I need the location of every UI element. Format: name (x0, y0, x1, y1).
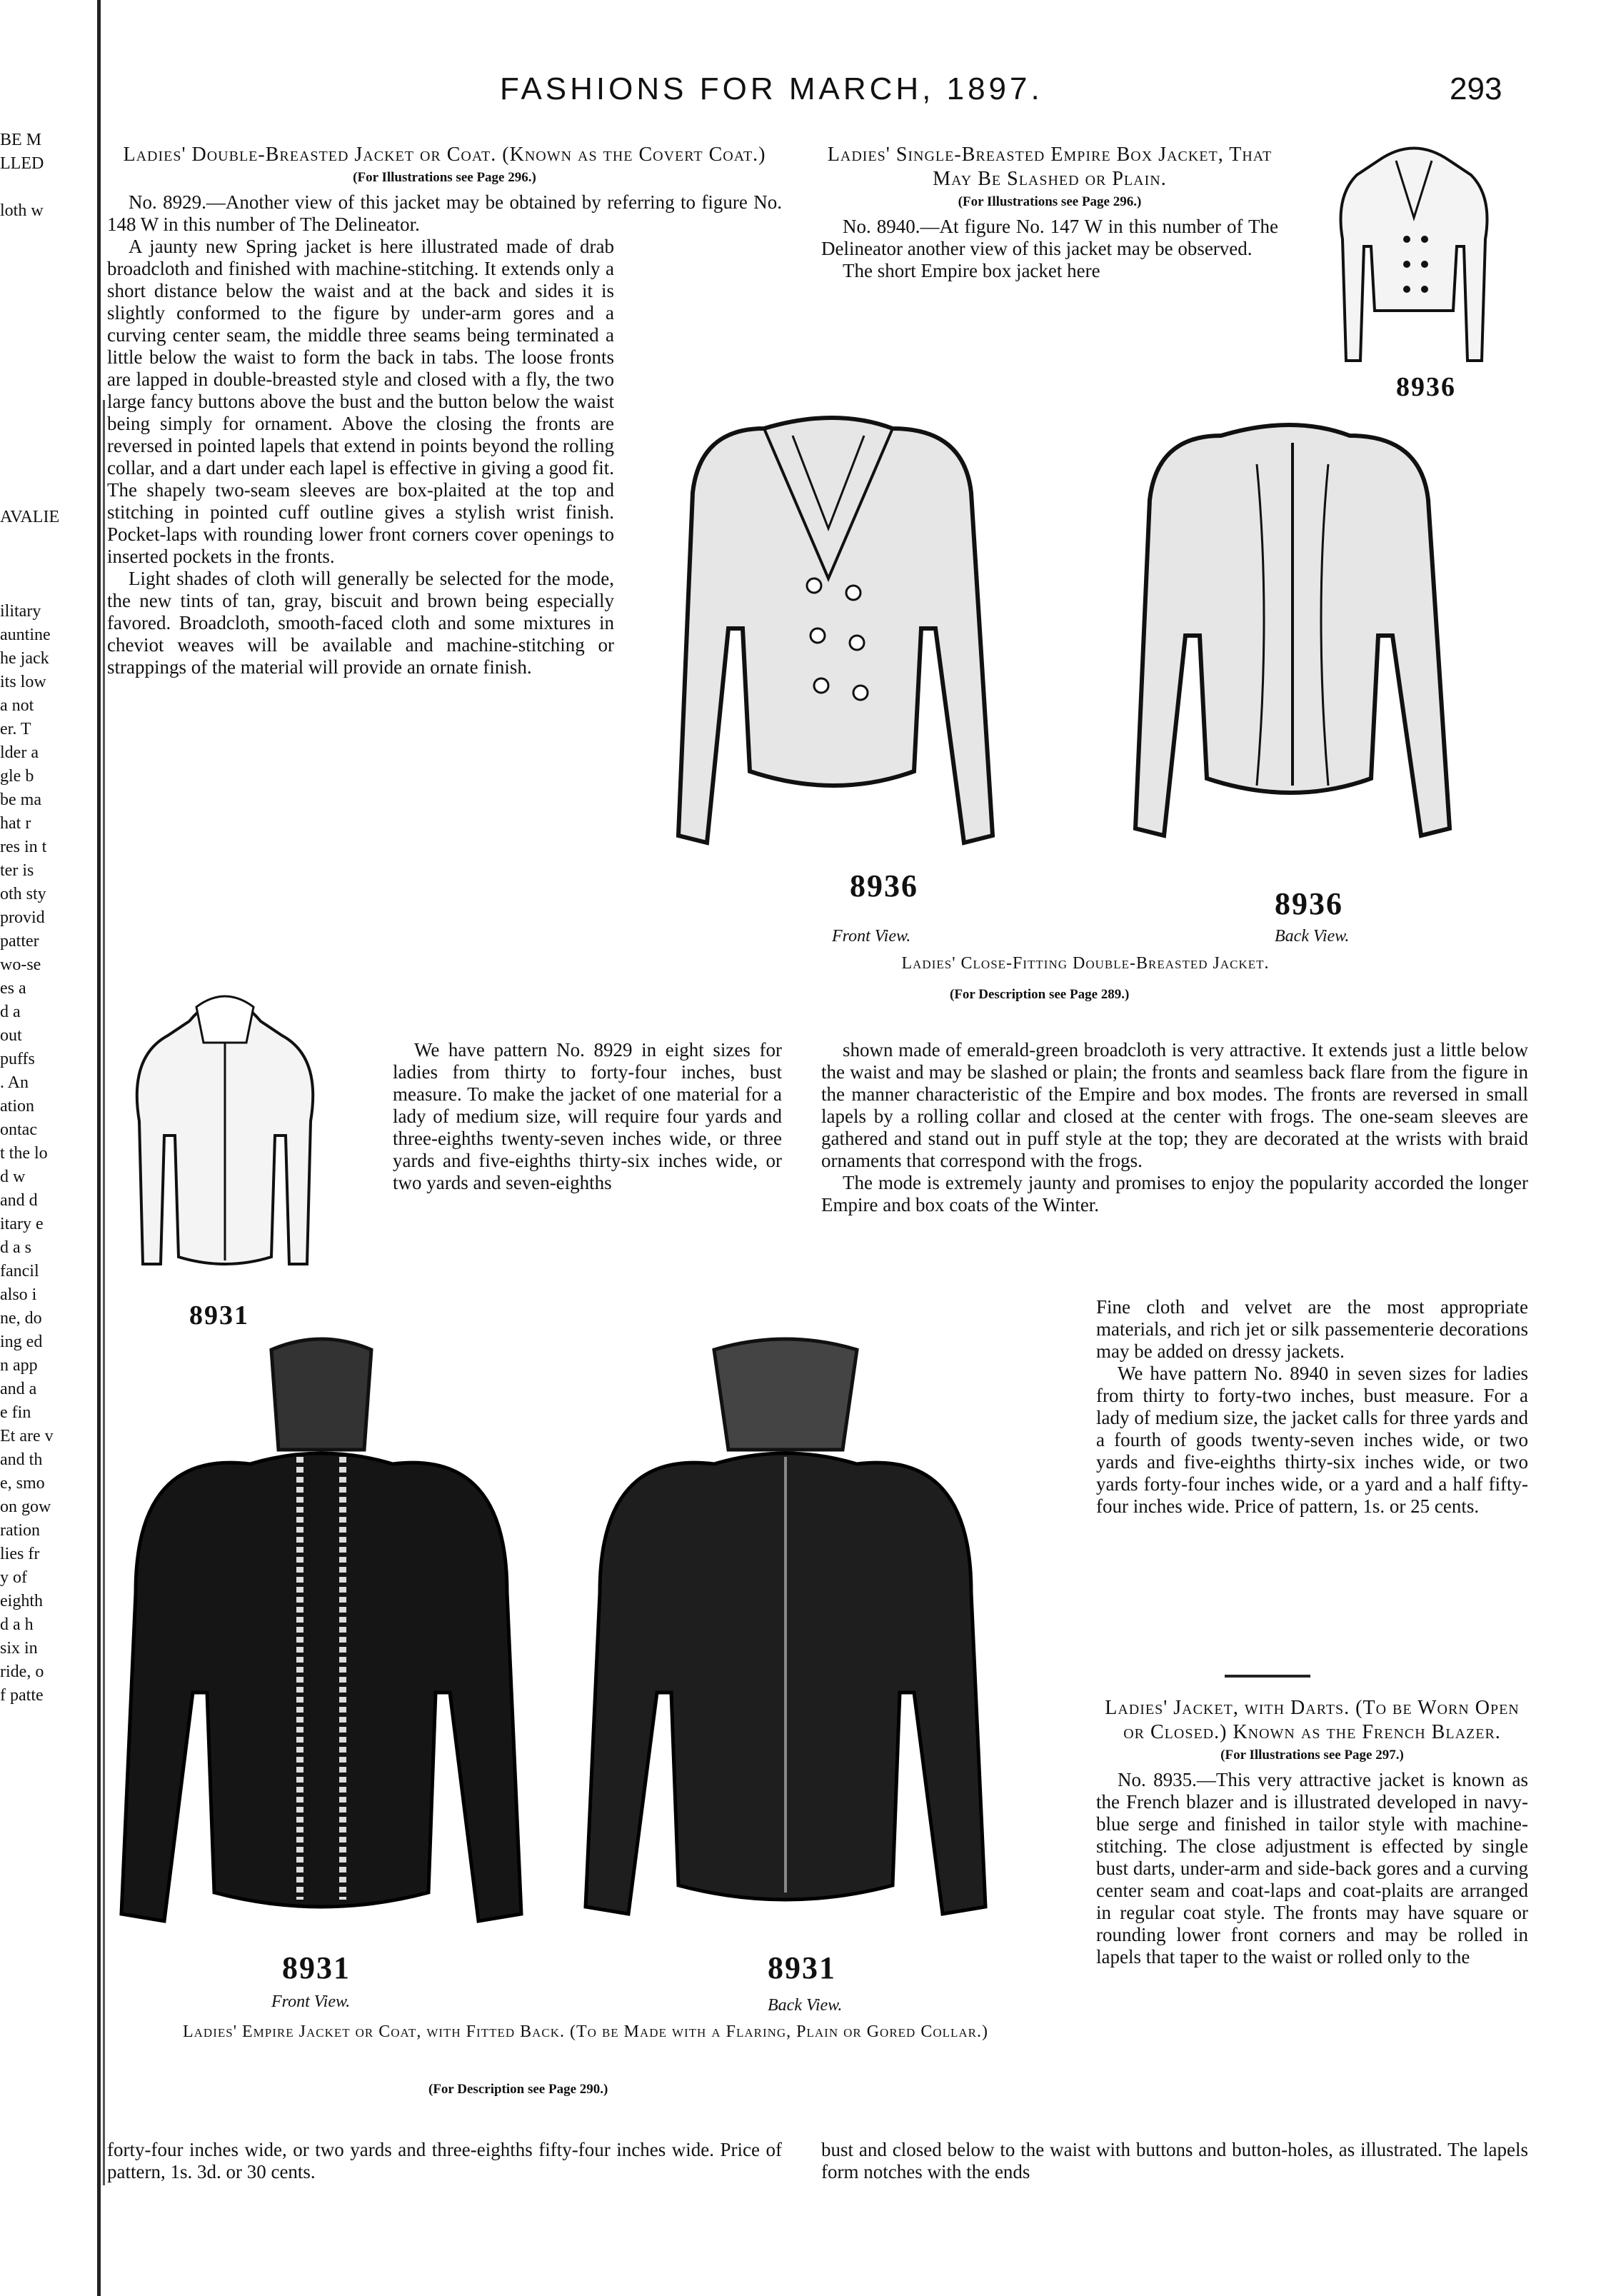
article-covert-coat-paragraph-4: We have pattern No. 8929 in eight sizes for ladies from thirty to forty-four inches, bust measure. To make the jacket of one material for a lady of medium size, will require four yards and three-eighths twenty-seven inches wide, or three yards and five-eighths thirty-six inches wide, or two yards and seven-eighths (393, 1039, 782, 1193)
article-empire-box-jacket-paragraph-3: shown made of emerald-green broadcloth is very attractive. It extends just a little below the waist and may be slashed or plain; the fronts and seamless back flare from the figure in the manner characteristic of the Empire and box modes. The fronts are reversed in small lapels by a rolling collar and closed at the center with frogs. The one-seam sleeves are gathered and stand out in puff style at the top; they are decorated at the wrists with braid ornaments that correspond with the frogs. (821, 1039, 1528, 1171)
article-empire-box-jacket-paragraph-2: The short Empire box jacket here (843, 260, 1100, 281)
article-french-blazer-paragraph-1: No. 8935.—This very attractive jacket is known as the French blazer and is illustrated developed in navy-blue serge and finished in tailor style with machine-stitching. The close adjustment is effected by single bust darts, under-arm and side-back gores and a curving center seam and coat-laps and coat-plaits are arranged in regular coat style. The fronts may have square or rounding lower front corners and may be rolled in lapels that taper to the waist or rolled only to the (1096, 1769, 1528, 1967)
figure-8936-description-ref: (For Description see Page 289.) (950, 987, 1130, 1002)
article-empire-box-jacket-continued (821, 1039, 1528, 1216)
figure-8936-back-view-label: Back View. (1275, 927, 1350, 946)
article-french-blazer-continuation (821, 2139, 1528, 2183)
article-covert-coat-illustration-ref: (For Illustrations see Page 296.) (353, 170, 536, 185)
jacket-8936-small-illustration (1328, 132, 1500, 368)
article-covert-coat-heading: Ladies' Double-Breasted Jacket or Coat. (Known as the Covert Coat.) (123, 144, 766, 166)
jacket-8936-back-illustration (1114, 400, 1471, 871)
article-french-blazer-paragraph-2: bust and closed below to the waist with buttons and button-holes, as illustrated. The lapels form notches with the ends (821, 2139, 1528, 2182)
article-french-blazer-heading: Ladies' Jacket, with Darts. (To be Worn Open or Closed.) Known as the French Blazer. (1105, 1697, 1520, 1743)
page-header-title: FASHIONS FOR MARCH, 1897. (500, 71, 1043, 106)
article-empire-box-jacket-paragraph-5: Fine cloth and velvet are the most appropriate materials, and rich jet or silk passementerie decorations may be added on dressy jackets. (1096, 1296, 1528, 1362)
jacket-8931-front-illustration (107, 1335, 536, 1950)
article-empire-box-jacket-paragraph-1: No. 8940.—At figure No. 147 W in this number of The Delineator another view of this jacket may be observed. (821, 216, 1278, 259)
jacket-8931-small-illustration (118, 978, 332, 1285)
article-covert-coat-continuation (107, 2139, 782, 2183)
article-covert-coat-paragraph-3: Light shades of cloth will generally be selected for the mode, the new tints of tan, gray, biscuit and brown being especially favored. Broadcloth, smooth-faced cloth and some mixtures in cheviot weaves will be available and machine-stitching or strappings of the material will provide an ornate finish. (107, 568, 614, 678)
section-divider (1225, 1675, 1310, 1678)
page-number: 293 (1450, 71, 1502, 106)
article-empire-box-jacket-heading: Ladies' Single-Breasted Empire Box Jacket, That May Be Slashed or Plain. (827, 144, 1273, 190)
article-french-blazer (1096, 1696, 1528, 1968)
article-french-blazer-illustration-ref: (For Illustrations see Page 297.) (1220, 1748, 1404, 1763)
figure-8936-small-label: 8936 (1396, 372, 1456, 402)
figure-8936-caption: Ladies' Close-Fitting Double-Breasted Jacket. (901, 954, 1270, 973)
jacket-8931-back-illustration (571, 1335, 1000, 1950)
figure-8931-caption: Ladies' Empire Jacket or Coat, with Fitted Back. (To be Made with a Flaring, Plain or Gored Collar.) (182, 2022, 988, 2041)
article-empire-box-jacket (821, 143, 1278, 282)
figure-8936-front-label: 8936 (850, 868, 918, 903)
article-covert-coat-paragraph-5: forty-four inches wide, or two yards and three-eighths fifty-four inches wide. Price of pattern, 1s. 3d. or 30 cents. (107, 2139, 782, 2182)
binding-gutter-line (97, 0, 101, 2296)
article-covert-coat-paragraph-1: No. 8929.—Another view of this jacket may be obtained by referring to figure No. 148 W in this number of The Delineator. (107, 191, 782, 235)
binding-gutter-line-secondary (103, 400, 105, 2185)
jacket-8936-front-illustration (657, 400, 1014, 871)
left-margin-cut-off-text: BE M LLED loth w AVALIE ilitary auntine he jack its low a not er. T lder a gle b be ma hat r res in t ter is oth sty provid patter wo-se es a d a out puffs . An ation ontac t the lo d w and d itary e d a s fancil also i ne, do ing ed n app and a e fin Et are v and th e, smo on gow ration lies fr y of eighth d a h six in ride, o f patte (0, 131, 60, 1705)
figure-8936-back-label: 8936 (1275, 886, 1343, 921)
figure-8931-small-label: 8931 (189, 1300, 249, 1330)
figure-8931-back-view-label: Back View. (768, 1996, 843, 2015)
figure-8936-front-view-label: Front View. (832, 927, 911, 946)
figure-8931-description-ref: (For Description see Page 290.) (428, 2082, 608, 2097)
article-empire-box-jacket-narrow (1096, 1296, 1528, 1518)
article-covert-coat-paragraph-2: A jaunty new Spring jacket is here illustrated made of drab broadcloth and finished with machine-stitching. It extends only a short distance below the waist and at the back and sides it is slightly conformed to the figure by under-arm gores and a curving center seam, the middle three seams being terminated a little below the waist to form the back in tabs. The loose fronts are lapped in double-breasted style and closed with a fly, the two large fancy buttons above the bust and the button below the waist being simply for ornament. Above the closing the fronts are reversed in pointed lapels that extend in points beyond the rolling collar, and a dart under each lapel is effective in giving a good fit. The shapely two-seam sleeves are box-plaited at the top and stitching in pointed cuff outline gives a stylish wrist finish. Pocket-laps with rounding lower front corners cover openings to inserted pockets in the fronts. (107, 236, 614, 567)
article-covert-coat-pattern-block (393, 1039, 782, 1194)
article-empire-box-jacket-illustration-ref: (For Illustrations see Page 296.) (958, 194, 1142, 209)
article-empire-box-jacket-paragraph-6: We have pattern No. 8940 in seven sizes for ladies from thirty to forty-two inches, bust measure. For a lady of medium size, the jacket calls for three yards and a fourth of goods twenty-seven inches wide, or two yards and five-eighths thirty-six inches wide, or two yards forty-four inches wide, or a yard and a half fifty-four inches wide. Price of pattern, 1s. or 25 cents. (1096, 1363, 1528, 1517)
figure-8931-front-label: 8931 (282, 1950, 351, 1985)
article-empire-box-jacket-paragraph-4: The mode is extremely jaunty and promises to enjoy the popularity accorded the longer Empire and box coats of the Winter. (821, 1172, 1528, 1215)
figure-8931-front-view-label: Front View. (271, 1992, 351, 2011)
figure-8931-back-label: 8931 (768, 1950, 836, 1985)
